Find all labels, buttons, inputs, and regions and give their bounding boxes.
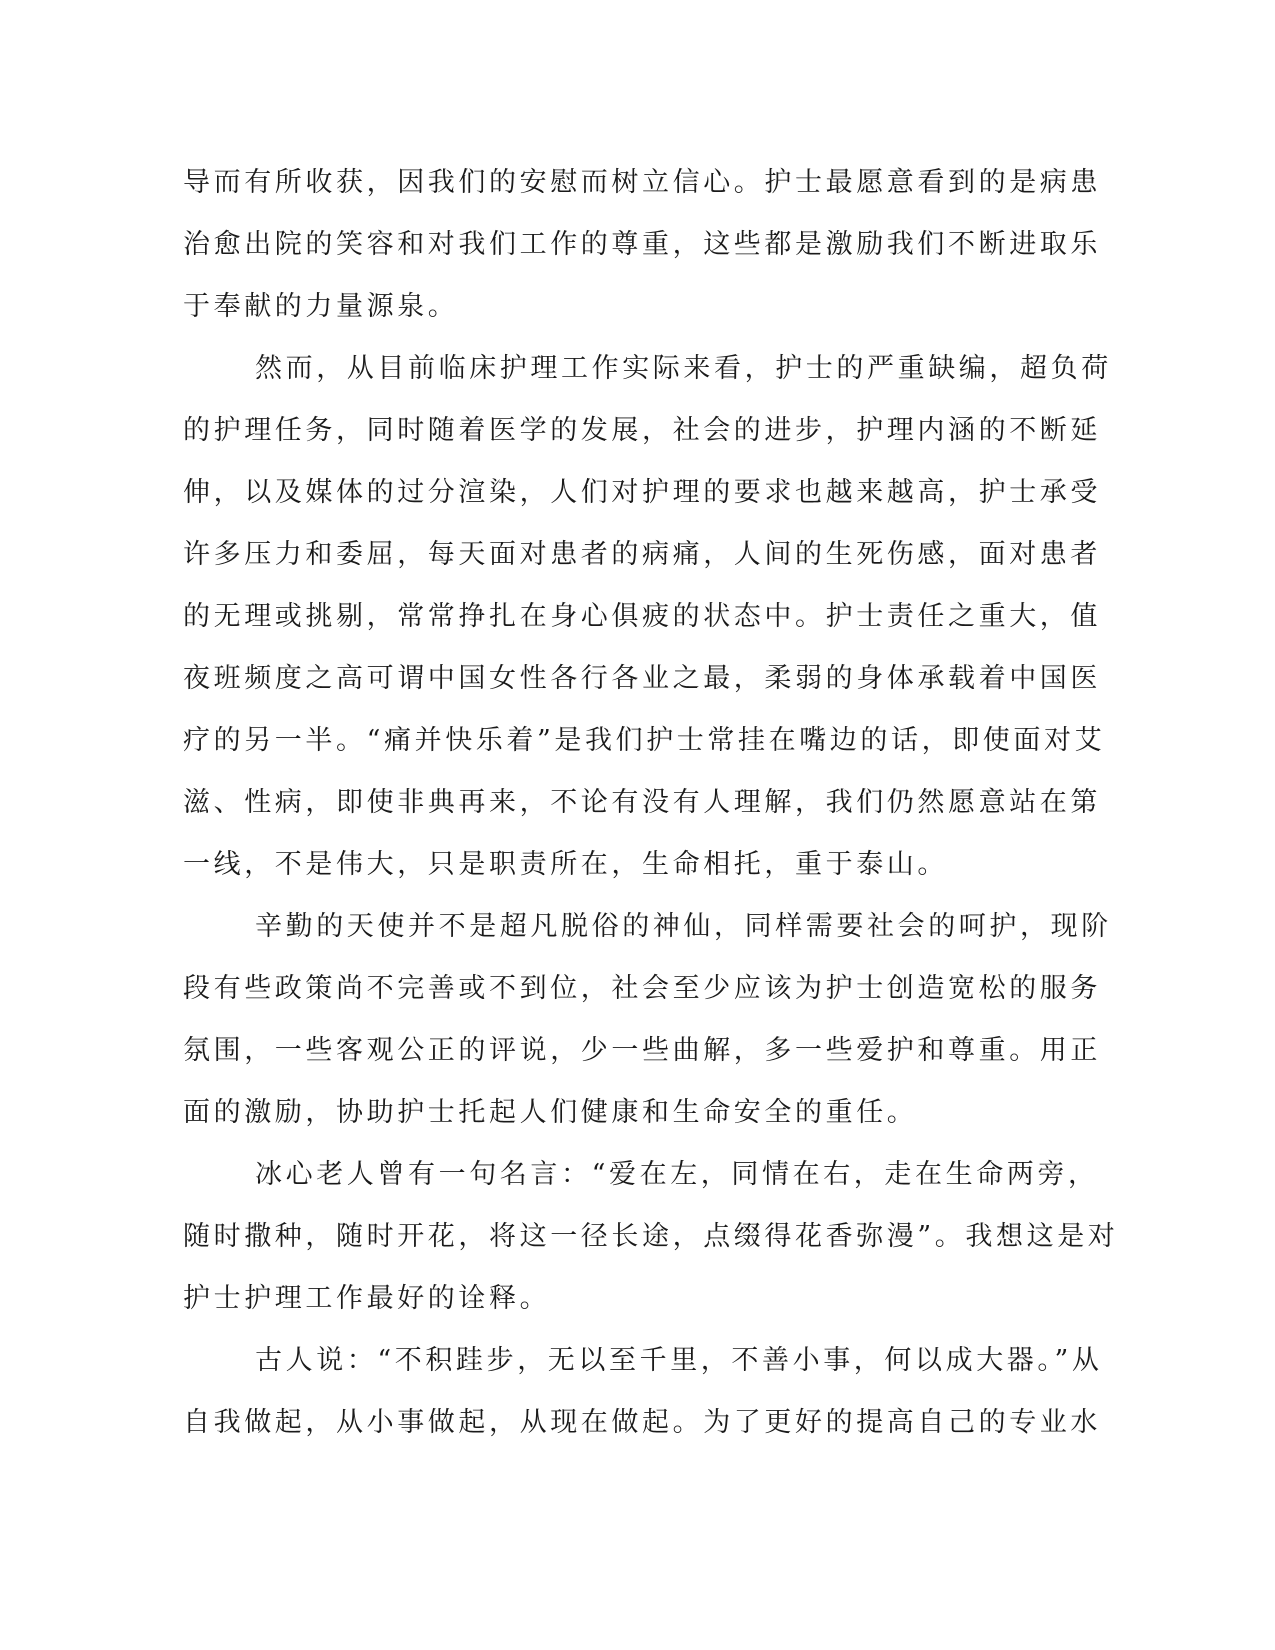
text-line: 段有些政策尚不完善或不到位，社会至少应该为护士创造宽松的服务 [183, 973, 1101, 1004]
text-line: 面的激励，协助护士托起人们健康和生命安全的重任。 [183, 1097, 918, 1128]
text-line: 许多压力和委屈，每天面对患者的病痛，人间的生死伤感，面对患者 [183, 539, 1101, 570]
text-line: 然而，从目前临床护理工作实际来看，护士的严重缺编，超负荷 [255, 353, 1112, 384]
text-line: 氛围，一些客观公正的评说，少一些曲解，多一些爱护和尊重。用正 [183, 1035, 1101, 1066]
text-line: 滋、性病，即使非典再来，不论有没有人理解，我们仍然愿意站在第 [183, 787, 1101, 818]
paragraph [183, 152, 1101, 338]
text-line: 冰心老人曾有一句名言：“爱在左，同情在右，走在生命两旁， [255, 1159, 1099, 1190]
text-line: 伸，以及媒体的过分渲染，人们对护理的要求也越来越高，护士承受 [183, 477, 1101, 508]
document-page [183, 152, 1119, 1454]
text-line: 的无理或挑剔，常常挣扎在身心俱疲的状态中。护士责任之重大，值 [183, 601, 1101, 632]
text-line: 古人说：“不积跬步，无以至千里，不善小事，何以成大器。”从 [255, 1345, 1103, 1376]
text-line: 随时撒种，随时开花，将这一径长途，点缀得花香弥漫”。我想这是对 [183, 1221, 1119, 1252]
text-line: 自我做起，从小事做起，从现在做起。为了更好的提高自己的专业水 [183, 1407, 1101, 1438]
paragraph [183, 1330, 1103, 1454]
paragraph [183, 896, 1112, 1144]
text-line: 治愈出院的笑容和对我们工作的尊重，这些都是激励我们不断进取乐 [183, 229, 1101, 260]
paragraph [183, 338, 1112, 896]
text-line: 一线，不是伟大，只是职责所在，生命相托，重于泰山。 [183, 849, 948, 880]
text-line: 夜班频度之高可谓中国女性各行各业之最，柔弱的身体承载着中国医 [183, 663, 1101, 694]
text-line: 于奉献的力量源泉。 [183, 291, 459, 322]
text-line: 辛勤的天使并不是超凡脱俗的神仙，同样需要社会的呵护，现阶 [255, 911, 1112, 942]
text-line: 导而有所收获，因我们的安慰而树立信心。护士最愿意看到的是病患 [183, 167, 1101, 198]
text-line: 疗的另一半。“痛并快乐着”是我们护士常挂在嘴边的话，即使面对艾 [183, 725, 1106, 756]
paragraph [183, 1144, 1119, 1330]
text-line: 的护理任务，同时随着医学的发展，社会的进步，护理内涵的不断延 [183, 415, 1101, 446]
text-line: 护士护理工作最好的诠释。 [183, 1283, 551, 1314]
